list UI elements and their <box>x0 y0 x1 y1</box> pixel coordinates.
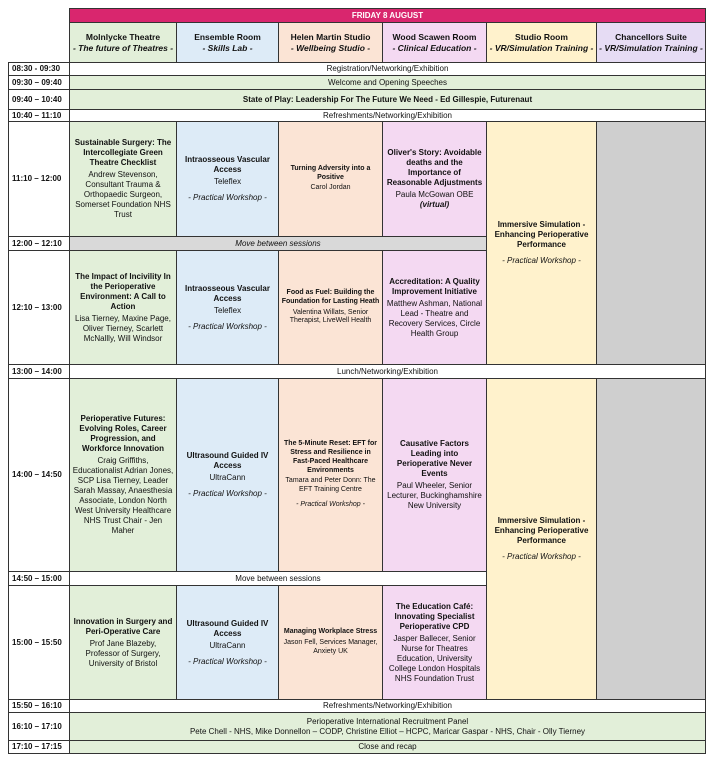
session-title: Innovation in Surgery and Peri-Operative Care <box>73 616 173 636</box>
session-speaker: Lisa Tierney, Maxine Page, Oliver Tierney, Scarlett McNallly, Will Windsor <box>75 313 171 343</box>
room-name: Helen Martin Studio <box>290 31 371 42</box>
room-header-chancellors <box>597 23 706 63</box>
session-speaker: Prof Jane Blazeby, Professor of Surgery, University of Bristol <box>85 638 161 668</box>
move-row: Move between sessions <box>70 572 487 586</box>
time-slot: 14:50 – 15:00 <box>9 572 70 586</box>
session-title: Ultrasound Guided IV Access <box>186 451 269 470</box>
time-slot: 08:30 - 09:30 <box>9 63 70 76</box>
close-row: Close and recap <box>70 741 706 754</box>
panel-speakers: Pete Chell - NHS, Mike Donnellon – CODP, Christine Elliot – HCPC, Maricar Gaspar - NHS, Chair - Olly Tierney <box>189 726 586 736</box>
room-name: Studio Room <box>515 31 568 42</box>
session-speaker: Paul Wheeler, Senior Lecturer, Buckinghamshire New University <box>387 481 482 510</box>
session-cell <box>279 379 383 572</box>
session-type: - Practical Workshop - <box>188 321 267 331</box>
room-subtitle: - VR/Simulation Training - <box>489 42 594 53</box>
time-slot: 09:40 – 10:40 <box>9 90 70 110</box>
session-title: Perioperative Futures: Evolving Roles, Career Progression, and Workforce Innovation <box>79 414 167 453</box>
room-name: Wood Scawen Room <box>392 31 477 42</box>
session-cell <box>177 379 279 572</box>
session-speaker: Paula McGowan OBE <box>395 190 474 199</box>
room-header-helen-martin <box>279 23 383 63</box>
move-row: Move between sessions <box>70 237 487 251</box>
session-type: - Practical Workshop - <box>502 256 581 265</box>
session-title: The 5-Minute Reset: EFT for Stress and Resilience in Fast-Paced Healthcare Environments <box>284 440 377 474</box>
room-name: Ensemble Room <box>194 31 261 42</box>
session-speaker: UltraCann <box>209 473 246 482</box>
session-speaker: Tamara and Peter Donn: The EFT Training Centre <box>285 477 376 494</box>
room-subtitle: - The future of Theatres - <box>72 42 174 53</box>
session-cell-empty <box>597 379 706 700</box>
session-speaker: Teleflex <box>213 177 242 186</box>
session-cell <box>279 122 383 237</box>
time-slot: 17:10 – 17:15 <box>9 741 70 754</box>
session-speaker: Jason Fell, Services Manager, Anxiety UK <box>283 639 378 655</box>
session-title: Intraosseous Vascular Access <box>185 155 270 174</box>
time-slot: 11:10 – 12:00 <box>9 122 70 237</box>
room-subtitle: - Skills Lab - <box>202 42 253 53</box>
session-title: Sustainable Surgery: The Intercollegiate Green Theatre Checklist <box>74 138 172 167</box>
time-slot: 10:40 – 11:10 <box>9 110 70 122</box>
session-title: Causative Factors Leading into Perioperative Never Events <box>396 439 473 478</box>
session-type: - Practical Workshop - <box>188 193 267 202</box>
session-speaker: Andrew Stevenson, Consultant Trauma & Orthopaedic Surgeon, Somerset Foundation NHS Trust <box>75 170 171 219</box>
session-cell <box>177 122 279 237</box>
session-cell-empty <box>597 122 706 365</box>
time-slot: 12:10 – 13:00 <box>9 251 70 365</box>
session-speaker: Teleflex <box>213 305 242 315</box>
session-cell <box>487 122 597 365</box>
session-cell <box>70 586 177 700</box>
session-type: - Practical Workshop - <box>296 500 365 508</box>
corner-blank <box>9 9 70 23</box>
session-type: - Practical Workshop - <box>502 552 581 561</box>
refreshments-row: Refreshments/Networking/Exhibition <box>70 110 706 122</box>
session-cell <box>487 379 597 700</box>
time-slot: 15:00 – 15:50 <box>9 586 70 700</box>
session-speaker: Jasper Ballecer, Senior Nurse for Theatres Education, University College London Hospitals NHS Foundation Trust <box>388 633 481 683</box>
time-slot: 13:00 – 14:00 <box>9 365 70 379</box>
session-title: Intraosseous Vascular Access <box>185 283 270 303</box>
session-title: Immersive Simulation - Enhancing Perioperative Performance <box>494 220 589 249</box>
time-slot: 12:00 – 12:10 <box>9 237 70 251</box>
room-subtitle: - Clinical Education - <box>392 42 477 53</box>
session-title: Managing Workplace Stress <box>283 628 378 636</box>
session-type: - Practical Workshop - <box>188 489 267 498</box>
session-cell <box>177 586 279 700</box>
welcome-row: Welcome and Opening Speeches <box>70 76 706 90</box>
session-title: Turning Adversity into a Positive <box>290 164 371 181</box>
time-slot: 15:50 – 16:10 <box>9 700 70 713</box>
keynote-row: State of Play: Leadership For The Future We Need - Ed Gillespie, Futurenaut <box>70 90 706 110</box>
session-cell <box>383 122 487 237</box>
session-cell <box>177 251 279 365</box>
room-name: Molnlycke Theatre <box>85 31 161 42</box>
session-note: (virtual) <box>419 200 450 209</box>
corner-blank <box>9 23 70 63</box>
session-title: Accreditation: A Quality Improvement Initiative <box>389 276 480 296</box>
session-cell <box>279 586 383 700</box>
room-header-wood-scawen <box>383 23 487 63</box>
session-title: Oliver's Story: Avoidable deaths and the Importance of Reasonable Adjustments <box>386 148 483 187</box>
room-header-studio <box>487 23 597 63</box>
session-title: Immersive Simulation - Enhancing Perioperative Performance <box>494 516 589 545</box>
session-cell <box>70 379 177 572</box>
day-header: FRIDAY 8 AUGUST <box>70 9 706 23</box>
session-cell <box>279 251 383 365</box>
lunch-row: Lunch/Networking/Exhibition <box>70 365 706 379</box>
room-subtitle: - VR/Simulation Training - <box>599 42 703 53</box>
session-cell <box>70 251 177 365</box>
panel-row <box>70 713 706 741</box>
session-speaker: Valentina Willats, Senior Therapist, LiveWell Health <box>289 308 372 325</box>
session-title: Ultrasound Guided IV Access <box>186 618 269 638</box>
session-title: The Impact of Incivility In the Perioperative Environment: A Call to Action <box>75 271 171 311</box>
panel-title: Perioperative International Recruitment Panel <box>306 716 469 726</box>
time-slot: 09:30 – 09:40 <box>9 76 70 90</box>
room-header-ensemble <box>177 23 279 63</box>
session-speaker: Craig Griffiths, Educationalist Adrian Jones, SCP Lisa Tierney, Leader Sarah Massay, Anaesthesia Associate, London North West University Healthcare NHS Trust Chair - Jen Maher <box>72 456 174 535</box>
time-slot: 14:00 – 14:50 <box>9 379 70 572</box>
room-name: Chancellors Suite <box>615 31 687 42</box>
session-title: Food as Fuel: Building the Foundation for Lasting Heath <box>281 289 380 305</box>
schedule-table <box>8 8 706 754</box>
session-cell <box>383 251 487 365</box>
session-cell <box>383 379 487 572</box>
session-type: - Practical Workshop - <box>188 656 267 666</box>
time-slot: 16:10 – 17:10 <box>9 713 70 741</box>
session-title: The Education Café: Innovating Specialist Perioperative CPD <box>394 601 475 631</box>
registration-row: Registration/Networking/Exhibition <box>70 63 706 76</box>
room-subtitle: - Wellbeing Studio - <box>290 42 371 53</box>
session-cell <box>383 586 487 700</box>
session-speaker: UltraCann <box>209 640 246 650</box>
refreshments-row: Refreshments/Networking/Exhibition <box>70 700 706 713</box>
session-speaker: Carol Jordan <box>310 184 351 192</box>
session-cell <box>70 122 177 237</box>
room-header-molnlycke <box>70 23 177 63</box>
session-speaker: Matthew Ashman, National Lead - Theatre and Recovery Services, Circle Health Group <box>386 298 483 338</box>
